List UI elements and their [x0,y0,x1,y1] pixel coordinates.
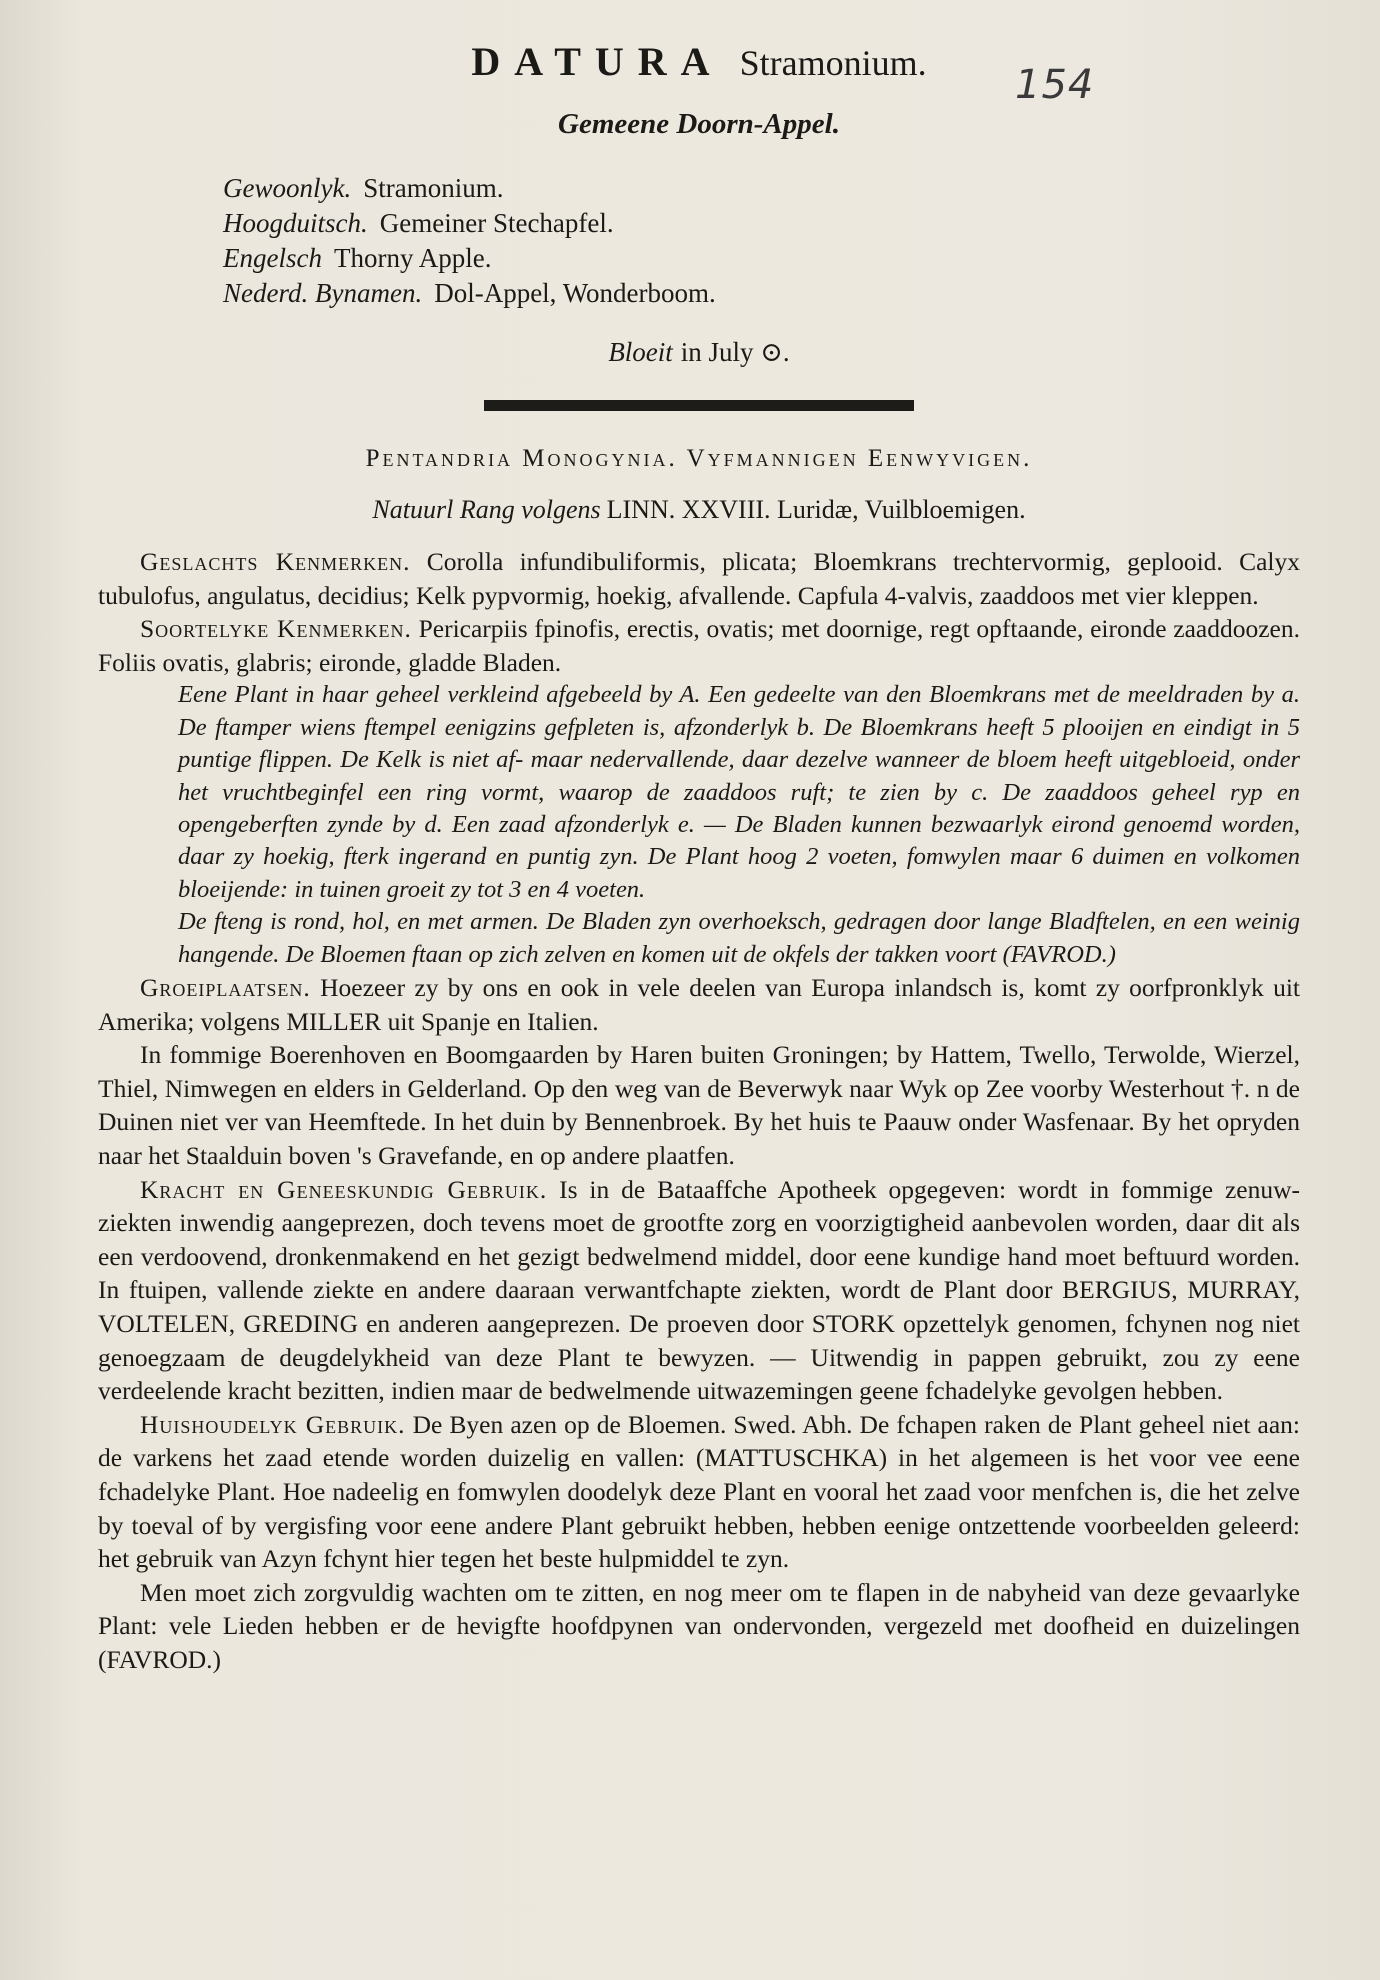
ornamental-rule [484,400,914,411]
title-species: Stramonium. [739,43,927,83]
bloom-label: Bloeit [608,337,673,367]
name-value: Thorny Apple. [333,243,492,273]
paragraph [98,1408,1300,1576]
subtitle: Gemeene Doorn-Appel. [558,108,840,140]
page-title [98,0,1300,86]
bloom-text: in July ⊙. [680,337,790,367]
vernacular-names [223,171,1300,311]
section-head: Huishoudelyk Gebruik. [140,1409,406,1439]
bloom-line [98,337,1300,368]
name-row [223,241,1300,276]
natural-rank [98,495,1300,525]
rank-label: Natuurl Rang volgens [372,495,601,524]
section-head: Groeiplaatsen. [140,973,311,1003]
paragraph-text: Pericarpiis fpinofis, erectis, ovatis; met doornige, regt opftaande, eironde zaaddoozen. Foliis ovatis, glabris; eironde, gladde Bladen. [98,614,1301,677]
paragraph-text: De Byen azen op de Bloemen. Swed. Abh. De fchapen raken de Plant geheel niet aan: de varkens het zaad etende worden duizelig en vallen: (MATTUSCHKA) in het algemeen is het voor vee eene fchadelyke Plant. Hoe nadeelig en fomwylen doodelyk deze Plant en vooral het zaad voor menfchen is, die het zelve by toeval of by vergisfing voor eene andere Plant gebruikt hebben, hebben eenige ontzettende voorbeelden geleerd: het gebruik van Azyn fchynt hier tegen het beste hulpmiddel te zyn. [98,1409,1300,1574]
name-row [223,206,1300,241]
title-genus: DATURA [471,39,724,84]
linnaean-class: Pentandria Monogynia. Vyfmannigen Eenwyvigen. [365,445,1033,472]
section-head: Soortelyke Kenmerken. [140,614,412,644]
section-head: Kracht en Geneeskundig Gebruik. [140,1174,548,1204]
page-number: 154 [1015,62,1095,108]
paragraph: In fommige Boerenhoven en Boomgaarden by Haren buiten Groningen; by Hattem, Twello, Terwolde, Wierzel, Thiel, Nimwegen en elders in Gelderland. Op den weg van de Beverwyk naar Wyk op Zee voorby Westerhout †. n de Duinen niet ver van Heemftede. In het duin by Bennenbroek. By het huis te Paauw onder Wasfenaar. By het opryden naar het Staalduin boven 's Gravefande, en op andere plaatfen. [98,1040,1300,1170]
description-paragraph: De fteng is rond, hol, en met armen. De Bladen zyn overhoeksch, gedragen door lange Bladftelen, en een weinig hangende. De Bloemen ftaan op zich zelven en komen uit de okfels der takken voort (FAVROD.) [178,908,1300,968]
paragraph [98,971,1300,1038]
body-text [98,545,1300,1677]
name-value: Stramonium. [363,173,504,203]
name-row [223,276,1300,311]
paragraph-text: Corolla infundibuliformis, plicata; Bloemkrans trechtervormig, geplooid. Calyx tubulofus, angulatus, decidius; Kelk pypvormig, hoekig, afvallende. Capfula 4-valvis, zaaddoos met vier kleppen. [98,547,1300,610]
rank-text: LINN. XXVIII. Luridæ, Vuilbloemigen. [606,495,1026,524]
paragraph: Men moet zich zorgvuldig wachten om te zitten, en nog meer om te flapen in de nabyheid van deze gevaarlyke Plant: vele Lieden hebben er de hevigfte hoofdpynen van ondervonden, vergezeld met doofheid en duizelingen (FAVROD.) [98,1577,1300,1674]
name-language: Hoogduitsch. [223,208,368,238]
name-language: Engelsch [223,243,322,273]
name-value: Dol-Appel, Wonderboom. [434,278,716,308]
name-row [223,171,1300,206]
name-value: Gemeiner Stechapfel. [379,208,614,238]
name-language: Gewoonlyk. [223,173,352,203]
paragraph [98,612,1300,679]
section-head: Geslachts Kenmerken. [140,547,411,576]
paragraph-text: Hoezeer zy by ons en ook in vele deelen van Europa inlandsch is, komt zy oorfpronklyk uit Amerika; volgens MILLER uit Spanje en Italien. [98,973,1300,1036]
name-language: Nederd. Bynamen. [223,278,423,308]
description-paragraph: Eene Plant in haar geheel verkleind afgebeeld by A. Een gedeelte van den Bloemkrans met de meeldraden by a. De ftamper wiens ftempel eenigzins gefpleten is, afzonderlyk b. De Bloemkrans heeft 5 plooijen en eindigt in 5 puntige flippen. De Kelk is niet af- maar nedervallende, daar dezelve wanneer de bloem heeft uitgebloeid, onder het vruchtbeginfel een ring vormt, waarop de zaaddoos ruft; te zien by c. De zaaddoos geheel ryp en opengeberften zynde by d. Een zaad afzonderlyk e. — De Bladen kunnen bezwaarlyk eirond genoemd worden, daar zy hoekig, fterk ingerand en puntig zyn. De Plant hoog 2 voeten, fomwylen maar 6 duimen en volkomen bloeijende: in tuinen groeit zy tot 3 en 4 voeten. [178,681,1300,903]
paragraph [98,545,1300,612]
paragraph-text: Is in de Bataaffche Apotheek opgegeven: wordt in fommige zenuw-ziekten inwendig aangeprezen, doch tevens moet de grootfte zorg en voorzigtigheid aanbevolen worden, daar dit als een verdoovend, dronkenmakend en het gezigt bedwelmend middel, door eene kundige hand moet beftuurd worden. In ftuipen, vallende ziekte en andere daaraan verwantfchapte ziekten, wordt de Plant door BERGIUS, MURRAY, VOLTELEN, GREDING en anderen aangeprezen. De proeven door STORK opzettelyk genomen, fchynen nog niet genoegzaam de deugdelykheid van deze Plant te bewyzen. — Uitwendig in pappen gebruikt, zou zy eene verdeelende kracht bezitten, indien maar de bedwelmende uitwazemingen geene fchadelyke gevolgen hebben. [98,1174,1301,1406]
paragraph [98,1173,1300,1408]
